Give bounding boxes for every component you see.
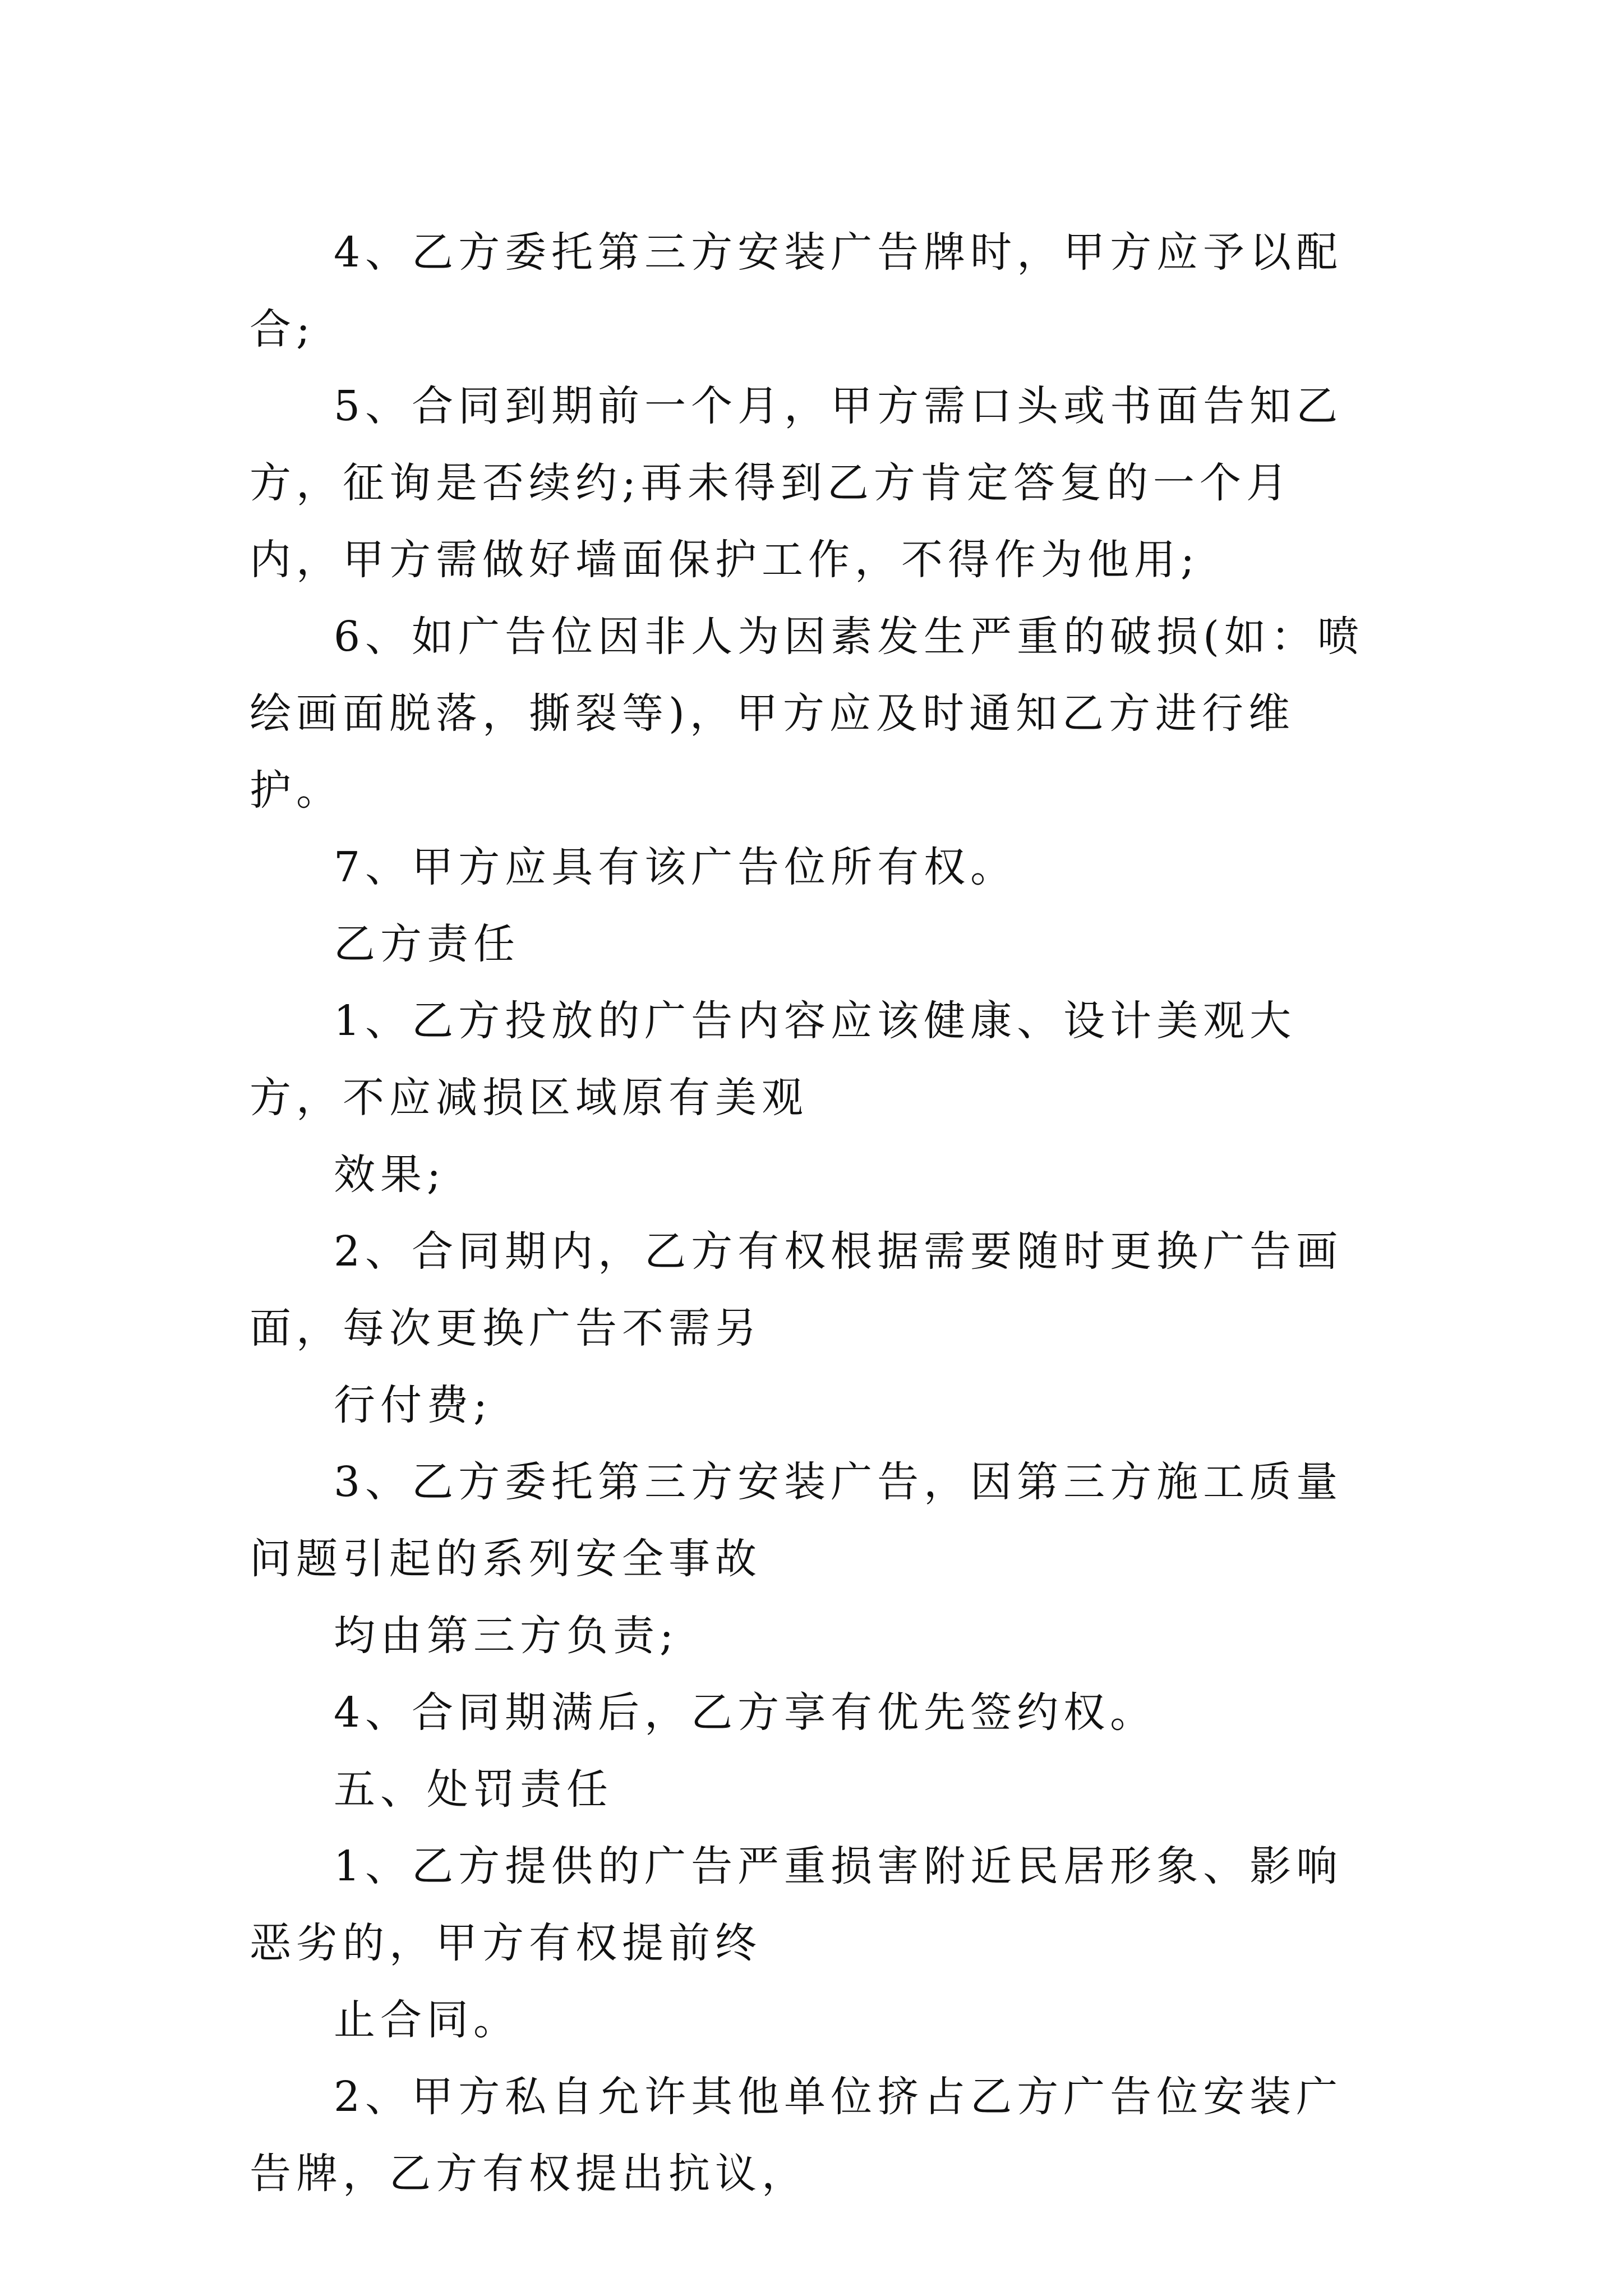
- clause-penalty-1: 1、乙方提供的广告严重损害附近民居形象、影响恶劣的，甲方有权提前终: [250, 1842, 1343, 1967]
- clause-penalty-2: 2、甲方私自允许其他单位挤占乙方广告位安装广告牌，乙方有权提出抗议，: [250, 2073, 1343, 2198]
- section-heading-penalties: 五、处罚责任: [334, 1765, 613, 1814]
- clause-penalty-1-continued: 止合同。: [334, 1996, 520, 2044]
- clause-party-b-1: 1、乙方投放的广告内容应该健康、设计美观大方，不应减损区域原有美观: [250, 997, 1297, 1122]
- section-heading-party-b: 乙方责任: [334, 920, 520, 968]
- clause-party-b-3-continued: 均由第三方负责;: [334, 1612, 679, 1660]
- clause-party-b-2-continued: 行付费;: [334, 1381, 492, 1429]
- clause-party-a-6: 6、如广告位因非人为因素发生严重的破损(如：喷绘画面脱落，撕裂等)，甲方应及时通知乙方进行维护。: [250, 613, 1364, 815]
- clause-party-a-4: 4、乙方委托第三方安装广告牌时，甲方应予以配合;: [250, 228, 1343, 353]
- clause-party-b-3: 3、乙方委托第三方安装广告，因第三方施工质量问题引起的系列安全事故: [250, 1458, 1343, 1583]
- clause-party-a-5: 5、合同到期前一个月，甲方需口头或书面告知乙方，征询是否续约;再未得到乙方肯定答复的一个月内，甲方需做好墙面保护工作，不得作为他用;: [250, 382, 1343, 584]
- clause-party-b-1-continued: 效果;: [334, 1151, 446, 1199]
- clause-party-a-7: 7、甲方应具有该广告位所有权。: [334, 843, 1017, 891]
- clause-party-b-2: 2、合同期内，乙方有权根据需要随时更换广告画面，每次更换广告不需另: [250, 1227, 1343, 1352]
- document-body: [250, 214, 1382, 2212]
- clause-party-b-4: 4、合同期满后，乙方享有优先签约权。: [334, 1688, 1157, 1737]
